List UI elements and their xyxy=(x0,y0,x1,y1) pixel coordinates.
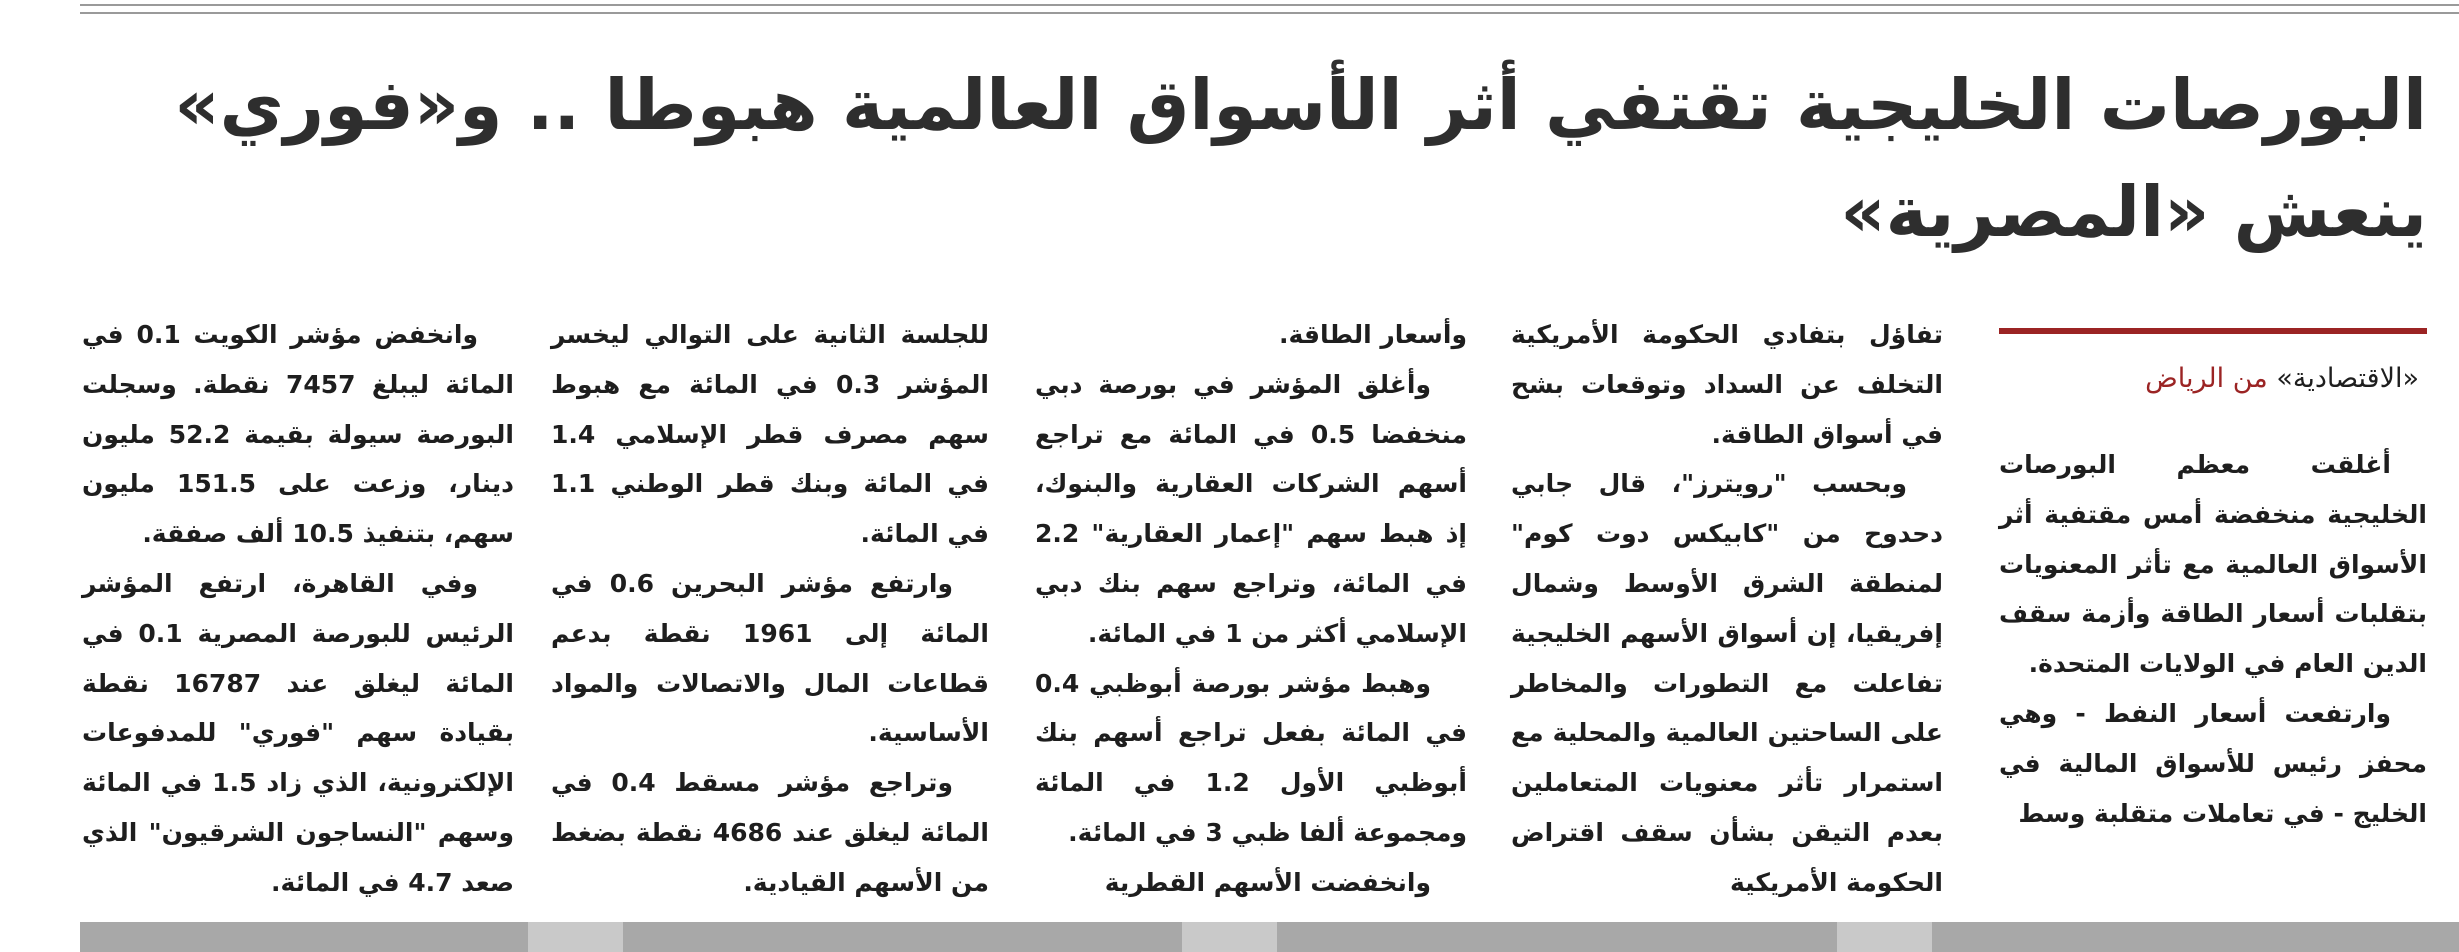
paragraph: وانخفضت الأسهم القطرية xyxy=(1104,867,1431,897)
article-column-4 xyxy=(551,310,989,908)
paragraph: وفي القاهرة، ارتفع المؤشر الرئيس للبورصة المصرية 0.1 في المائة ليغلق عند 16787 نقطة بقيادة سهم "فوري" للمدفوعات الإلكترونية، الذي زاد 1.5 في المائة وسهم "النساجون الشرقيون" الذي صعد 4.7 في المائة. xyxy=(82,568,514,897)
article-headline xyxy=(100,52,2427,266)
byline-accent-rule xyxy=(1999,328,2427,334)
paragraph: وبحسب "رويترز"، قال جابي دحدوح من "كابيكس دوت كوم" لمنطقة الشرق الأوسط وشمال إفريقيا، إن أسواق الأسهم الخليجية تفاعلت مع التطورات والمخاطر على الساحتين العالمية والمحلية مع استمرار تأثر معنويات المتعاملين بعدم التيقن بشأن سقف اقتراض الحكومة الأمريكية xyxy=(1511,469,1943,897)
article-column-5 xyxy=(82,310,514,908)
headline-line-1: البورصات الخليجية تقتفي أثر الأسواق العالمية هبوطا .. و«فوري» xyxy=(174,64,2427,146)
paragraph: أغلقت معظم البورصات الخليجية منخفضة أمس مقتفية أثر الأسواق العالمية مع تأثر المعنويات بتقلبات أسعار الطاقة وأزمة سقف الدين العام في الولايات المتحدة. xyxy=(1999,450,2427,679)
article-column-3 xyxy=(1035,310,1467,908)
headline-line-2: ينعش «المصرية» xyxy=(1840,171,2427,253)
byline-publication: «الاقتصادية» xyxy=(2276,363,2419,394)
footer-bar-segment xyxy=(1182,922,1277,952)
byline xyxy=(1999,355,2419,403)
top-rule-line xyxy=(80,4,2459,6)
paragraph: وأغلق المؤشر في بورصة دبي منخفضا 0.5 في المائة مع تراجع أسهم الشركات العقارية والبنوك، إذ هبط سهم "إعمار العقارية" 2.2 في المائة، وتراجع سهم بنك دبي الإسلامي أكثر من 1 في المائة. xyxy=(1035,369,1468,648)
article-column-2 xyxy=(1511,310,1943,908)
paragraph: وارتفع مؤشر البحرين 0.6 في المائة إلى 1961 نقطة بدعم قطاعات المال والاتصالات والمواد الأساسية. xyxy=(551,568,989,748)
paragraph: وانخفض مؤشر الكويت 0.1 في المائة ليبلغ 7457 نقطة. وسجلت البورصة سيولة بقيمة 52.2 مليون دينار، وزعت على 151.5 مليون سهم، بتنفيذ 10.5 ألف صفقة. xyxy=(82,320,514,549)
byline-location: من الرياض xyxy=(2145,363,2268,394)
paragraph: وتراجع مؤشر مسقط 0.4 في المائة ليغلق عند 4686 نقطة بضغط من الأسهم القيادية. xyxy=(551,768,989,897)
footer-bar-segment xyxy=(528,922,623,952)
footer-bar xyxy=(80,922,2459,952)
paragraph: وارتفعت أسعار النفط - وهي محفز رئيس للأسواق المالية في الخليج - في تعاملات متقلبة وسط xyxy=(1999,698,2427,828)
article-column-1 xyxy=(1999,440,2427,838)
paragraph: تفاؤل بتفادي الحكومة الأمريكية التخلف عن السداد وتوقعات بشح في أسواق الطاقة. xyxy=(1511,320,1943,449)
paragraph: وهبط مؤشر بورصة أبوظبي 0.4 في المائة بفعل تراجع أسهم بنك أبوظبي الأول 1.2 في المائة ومجموعة ألفا ظبي 3 في المائة. xyxy=(1035,668,1467,847)
top-rule-line xyxy=(80,12,2459,14)
paragraph: للجلسة الثانية على التوالي ليخسر المؤشر 0.3 في المائة مع هبوط سهم مصرف قطر الإسلامي 1.4 في المائة وبنك قطر الوطني 1.1 في المائة. xyxy=(551,320,989,549)
footer-bar-segment xyxy=(1837,922,1932,952)
top-double-rule xyxy=(80,0,2459,16)
paragraph: وأسعار الطاقة. xyxy=(1278,320,1467,349)
